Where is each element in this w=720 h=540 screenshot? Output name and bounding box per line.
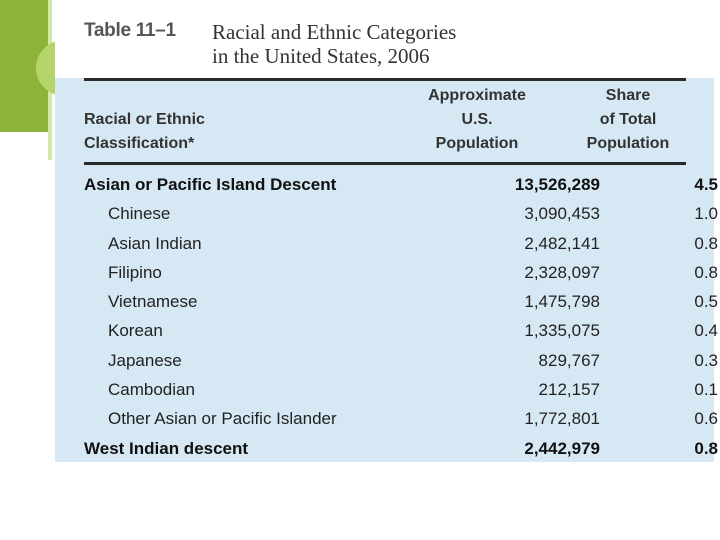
row-population: 1,475,798 — [524, 292, 600, 312]
table-row — [84, 287, 718, 316]
header-population-line1: Approximate — [428, 87, 526, 104]
header-share-line2: of Total — [599, 111, 657, 128]
table-row — [84, 229, 718, 258]
table-row — [84, 316, 718, 345]
row-name: Filipino — [108, 262, 162, 282]
row-share: 0.8 — [694, 262, 718, 282]
table-row — [84, 258, 718, 287]
header-share-line3: Population — [586, 135, 670, 152]
row-population: 2,328,097 — [524, 262, 600, 282]
top-rule — [84, 78, 686, 81]
table-body — [84, 170, 718, 463]
header-population — [412, 84, 542, 156]
row-share: 4.5 — [694, 175, 718, 194]
row-share: 0.8 — [694, 233, 718, 253]
row-share: 0.6 — [694, 409, 718, 429]
row-share: 0.4 — [694, 321, 718, 341]
table-number: Table 11–1 — [84, 20, 176, 41]
row-population: 3,090,453 — [524, 204, 600, 224]
table-title — [212, 20, 456, 68]
table-row — [84, 434, 718, 463]
row-share: 0.8 — [694, 438, 718, 458]
row-name: Cambodian — [108, 380, 195, 400]
row-population: 829,767 — [538, 350, 600, 370]
row-name: West Indian descent — [84, 438, 249, 458]
header-share-line1: Share — [605, 87, 651, 104]
row-name: Asian or Pacific Island Descent — [84, 175, 337, 194]
header-share — [574, 84, 682, 156]
row-share: 0.3 — [694, 350, 718, 370]
header-population-line2: U.S. — [461, 111, 493, 128]
table-title-line2: in the United States, 2006 — [212, 44, 430, 68]
row-population: 2,482,141 — [524, 233, 600, 253]
header-classification-line1: Racial or Ethnic — [84, 111, 205, 128]
row-share: 0.5 — [694, 292, 718, 312]
header-population-line3: Population — [435, 135, 519, 152]
row-population: 1,772,801 — [524, 409, 600, 429]
table-title-line1: Racial and Ethnic Categories — [212, 20, 457, 44]
table-row — [84, 346, 718, 375]
row-population: 1,335,075 — [524, 321, 600, 341]
row-name: Vietnamese — [108, 292, 198, 312]
header-classification-line2: Classification* — [84, 135, 195, 152]
row-name: Japanese — [108, 350, 182, 370]
row-share: 1.0 — [694, 204, 718, 224]
row-population: 13,526,289 — [514, 175, 600, 194]
header-classification — [84, 108, 334, 156]
row-name: Korean — [108, 321, 163, 341]
row-name: Asian Indian — [108, 233, 202, 253]
table-row — [84, 170, 718, 199]
table-row — [84, 199, 718, 228]
row-population: 212,157 — [538, 380, 600, 400]
table-row — [84, 404, 718, 433]
row-population: 2,442,979 — [524, 438, 600, 458]
row-share: 0.1 — [694, 380, 718, 400]
header-rule — [84, 162, 686, 165]
table-row — [84, 375, 718, 404]
row-name: Chinese — [108, 204, 171, 224]
row-name: Other Asian or Pacific Islander — [108, 409, 337, 429]
